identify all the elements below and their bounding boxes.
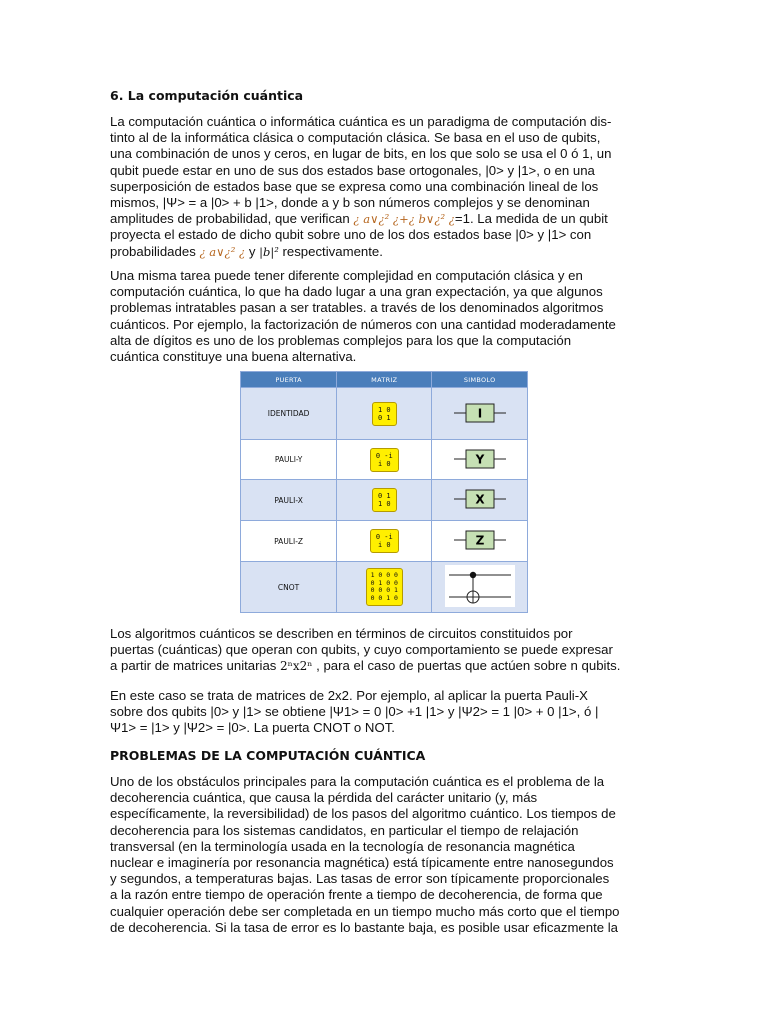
gate-matrix — [337, 480, 432, 521]
text-line: una combinación de unos y ceros, en lugar de bits, en los que solo se usa el 0 ó 1, un — [110, 146, 612, 162]
text-line: mismos, |Ψ> = a |0> + b |1>, donde a y b son números complejos y se denominan — [110, 195, 590, 211]
text-line: específicamente, la reversibilidad) de los pasos del algoritmo cuántico. Los tiempos de — [110, 806, 616, 822]
formula-matrix-size: 2ⁿx2ⁿ — [280, 659, 313, 674]
cnot-symbol-icon — [445, 565, 515, 607]
text-line: y — [245, 243, 260, 259]
gate-matrix — [337, 521, 432, 562]
table-row-pauli-y — [241, 440, 528, 480]
matrix-badge: 1 0 0 0 0 1 0 0 0 0 0 1 0 0 1 0 — [366, 568, 403, 606]
gate-symbol-pauli-x-icon — [454, 487, 506, 511]
section-heading-quantum-computing: 6. La computación cuántica — [110, 88, 304, 103]
matrix-badge: 1 0 0 1 — [372, 402, 397, 426]
section-heading-problems: PROBLEMAS DE LA COMPUTACIÓN CUÁNTICA — [110, 748, 426, 763]
text-line: computación cuántica, lo que ha dado lugar a una gran expectación, ya que algunos — [110, 284, 603, 300]
text-line: superposición de estados base que se expresa como una combinación lineal de los — [110, 178, 599, 194]
table-row-identity — [241, 388, 528, 440]
gate-matrix — [337, 388, 432, 440]
text-line: La computación cuántica o informática cuántica es un paradigma de computación dis- — [110, 114, 612, 129]
text-line: cualquier operación debe ser completada en un tiempo mucho más corto que el tiempo — [110, 903, 620, 919]
text-line: Los algoritmos cuánticos se describen en términos de circuitos constituidos por — [110, 626, 573, 641]
header-matrix: MATRIZ — [337, 372, 432, 388]
header-symbol: SIMBOLO — [432, 372, 528, 388]
paragraph-decoherence — [110, 774, 658, 936]
text-line: y segundos, a temperaturas bajas. Las tasas de error son típicamente proporcionales — [110, 871, 610, 887]
text-line: sobre dos qubits |0> y |1> se obtiene |Ψ1> = 0 |0> +1 |1> y |Ψ2> = 1 |0> + 0 |1>, ó | — [110, 704, 599, 720]
text-line: tinto al de la informática clásica o computación clásica. Se basa en el uso de qubits, — [110, 130, 601, 146]
text-line: probabilidades — [110, 243, 200, 259]
table-row-cnot — [241, 562, 528, 613]
formula-normalization: ¿ a∨¿² ¿+¿ b∨¿² ¿ — [353, 212, 455, 227]
text-line: cuántica constituye una buena alternativa. — [110, 349, 357, 365]
text-line: alta de dígitos es uno de los problemas complejos para los que la computación — [110, 332, 572, 348]
gate-symbol-letter: I — [477, 406, 482, 420]
text-line: a partir de matrices unitarias — [110, 658, 281, 674]
text-line: proyecta el estado de dicho qubit sobre uno de los dos estados base |0> y |1> con — [110, 227, 592, 243]
text-line: a la razón entre tiempo de operación frente a tiempo de decoherencia, de forma que — [110, 887, 603, 903]
gate-symbol-letter: X — [475, 492, 485, 507]
table-row-pauli-z — [241, 521, 528, 562]
matrix-badge: 0 1 1 0 — [372, 488, 397, 512]
gate-symbol — [432, 440, 528, 480]
gate-symbol — [432, 521, 528, 562]
matrix-badge: 0 -i i 0 — [370, 448, 399, 472]
header-gate: PUERTA — [241, 372, 337, 388]
text-line: respectivamente. — [278, 243, 383, 259]
paragraph-intro — [110, 114, 658, 260]
gate-matrix — [337, 440, 432, 480]
text-line: problemas intratables pasan a ser tratables. a través de los denominados algoritmos — [110, 300, 604, 316]
gate-symbol-pauli-z-icon — [454, 528, 506, 552]
gate-name: CNOT — [241, 562, 337, 613]
gate-name: PAULI-X — [241, 480, 337, 521]
gate-symbol-letter: Y — [475, 452, 485, 466]
paragraph-quantum-algorithms — [110, 626, 658, 675]
text-line: decoherencia para los sistemas candidatos, en particular el tiempo de relajación — [110, 822, 579, 838]
quantum-gates-table — [240, 371, 528, 613]
gate-symbol — [432, 480, 528, 521]
text-line: nuclear e imaginería por resonancia magnética) está típicamente entre nanosegundos — [110, 855, 614, 871]
text-line: transversal (en la terminología usada en la tecnología de resonancia magnética — [110, 838, 575, 854]
gate-symbol — [432, 388, 528, 440]
text-line: qubit puede estar en uno de sus dos estados base ortogonales, |0> y |1>, o en una — [110, 162, 595, 178]
gate-symbol-identity-icon — [454, 401, 506, 425]
text-line: =1. La medida de un qubit — [454, 211, 608, 227]
text-line: cuánticos. Por ejemplo, la factorización de números con una cantidad moderadamente — [110, 316, 616, 332]
gate-symbol-pauli-y-icon — [454, 447, 506, 471]
text-line: Una misma tarea puede tener diferente complejidad en computación clásica y en — [110, 268, 583, 283]
gate-name: PAULI-Z — [241, 521, 337, 562]
gate-symbol — [432, 562, 528, 613]
text-line: En este caso se trata de matrices de 2x2. Por ejemplo, al aplicar la puerta Pauli-X — [110, 688, 588, 703]
text-line: decoherencia cuántica, que causa la pérdida del carácter unitario (y, más — [110, 790, 538, 806]
table-row-pauli-x — [241, 480, 528, 521]
gate-name: PAULI-Y — [241, 440, 337, 480]
text-line: de decoherencia. Si la tasa de error es lo bastante baja, es posible usar eficazmente la — [110, 919, 619, 935]
text-line: , para el caso de puertas que actúen sobre n qubits. — [312, 658, 621, 674]
paragraph-complexity — [110, 268, 658, 365]
text-line: amplitudes de probabilidad, que verifican — [110, 211, 354, 227]
paragraph-pauli-x-example — [110, 688, 658, 737]
matrix-badge: 0 -i i 0 — [370, 529, 399, 553]
gate-symbol-letter: Z — [475, 533, 485, 548]
formula-probability-b: |b|² — [259, 244, 279, 259]
formula-probability-a: ¿ a∨¿² ¿ — [199, 244, 246, 259]
text-line: puertas (cuánticas) que operan con qubits, y cuyo comportamiento se puede expresar — [110, 642, 613, 658]
gate-matrix — [337, 562, 432, 613]
gate-name: IDENTIDAD — [241, 388, 337, 440]
text-line: Uno de los obstáculos principales para la computación cuántica es el problema de la — [110, 774, 605, 789]
table-header-row — [241, 372, 528, 388]
text-line: Ψ1> = |1> y |Ψ2> = |0>. La puerta CNOT o NOT. — [110, 720, 395, 736]
